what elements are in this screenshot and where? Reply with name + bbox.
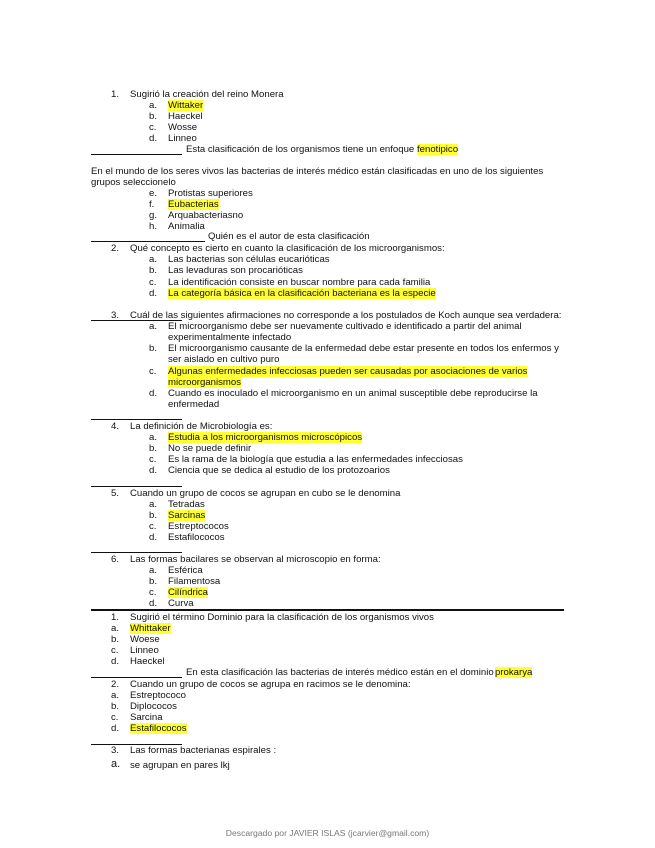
question-text: Qué concepto es cierto en cuanto la clasificación de los microorganismos: xyxy=(130,243,445,254)
answer-blank-line xyxy=(91,241,205,242)
question-text: La definición de Microbiología es: xyxy=(130,421,273,432)
option-letter: d. xyxy=(149,532,158,543)
option-letter: b. xyxy=(111,634,120,645)
option-text: experimentalmente infectado xyxy=(168,332,292,343)
question-text: Cuando un grupo de cocos se agrupa en racimos se le denomina: xyxy=(130,679,411,690)
option-letter: a. xyxy=(149,254,158,265)
option-letter: b. xyxy=(149,265,158,276)
option-text: Estafilococos xyxy=(168,532,225,543)
option-letter: h. xyxy=(149,221,158,232)
autor-text: Quién es el autor de esta clasificación xyxy=(208,231,370,242)
intro-text: grupos seleccionelo xyxy=(91,177,176,188)
enfoque-answer: fenotipico xyxy=(417,144,459,155)
option-text: Estreptococos xyxy=(168,521,229,532)
question-number: 1. xyxy=(111,612,120,623)
option-letter: d. xyxy=(111,656,120,667)
question-text: Las formas bacilares se observan al microscopio en forma: xyxy=(130,554,381,565)
option-text-answer: La categoría básica en la clasificación bacteriana es la especie xyxy=(168,288,436,299)
option-text-answer: Algunas enfermedades infecciosas pueden ser causadas por asociaciones de varios xyxy=(168,366,528,377)
option-letter: a. xyxy=(149,100,158,111)
answer-blank-line xyxy=(91,486,182,487)
option-text-answer: Wittaker xyxy=(168,100,204,111)
option-text: Sarcina xyxy=(130,712,163,723)
enfoque-text: Esta clasificación de los organismos tiene un enfoque xyxy=(186,144,415,155)
option-text: Filamentosa xyxy=(168,576,221,587)
option-letter: a. xyxy=(149,499,158,510)
option-letter: c. xyxy=(149,521,157,532)
option-letter: c. xyxy=(111,645,119,656)
option-letter: c. xyxy=(149,454,157,465)
dominio-answer: prokarya xyxy=(495,667,533,678)
option-text: Cuando es inoculado el microorganismo en un animal susceptible debe reproducirse la xyxy=(168,388,538,399)
option-text-answer: Cilíndrica xyxy=(168,587,208,598)
option-letter: d. xyxy=(149,288,158,299)
question-text: Cuál de las siguientes afirmaciones no corresponde a los postulados de Koch aunque sea verdadera: xyxy=(130,310,562,321)
intro-text: En el mundo de los seres vivos las bacterias de interés médico están clasificadas en uno de los siguientes xyxy=(91,166,544,177)
section-divider xyxy=(91,609,564,611)
option-text: Haeckel xyxy=(130,656,165,667)
question-number: 3. xyxy=(111,310,120,321)
option-letter: c. xyxy=(149,587,157,598)
option-letter: c. xyxy=(149,366,157,377)
answer-blank-line xyxy=(91,154,182,155)
option-text: La identificación consiste en buscar nombre para cada familia xyxy=(168,277,431,288)
option-text: Las bacterias son células eucarióticas xyxy=(168,254,330,265)
option-letter: c. xyxy=(111,712,119,723)
question-number: 1. xyxy=(111,89,120,100)
option-letter: b. xyxy=(111,701,120,712)
option-text: Es la rama de la biología que estudia a las enfermedades infecciosas xyxy=(168,454,463,465)
option-letter: b. xyxy=(149,576,158,587)
option-letter: g. xyxy=(149,210,158,221)
option-text: Diplococos xyxy=(130,701,177,712)
option-letter: c. xyxy=(149,122,157,133)
option-text-answer: Sarcinas xyxy=(168,510,206,521)
question-text: Sugirió el término Dominio para la clasificación de los organismos vivos xyxy=(130,612,434,623)
question-text: Cuando un grupo de cocos se agrupan en cubo se le denomina xyxy=(130,488,401,499)
option-text-answer: Estudia a los microorganismos microscópicos xyxy=(168,432,363,443)
option-letter: a. xyxy=(149,321,158,332)
option-letter: d. xyxy=(149,388,158,399)
option-letter: b. xyxy=(149,443,158,454)
option-letter: a. xyxy=(111,758,121,770)
answer-blank-line xyxy=(91,552,182,553)
option-text-answer: Eubacterias xyxy=(168,199,219,210)
option-text: enfermedad xyxy=(168,399,220,410)
option-text-answer: Whittaker xyxy=(130,623,171,634)
option-letter: a. xyxy=(149,432,158,443)
question-number: 6. xyxy=(111,554,120,565)
option-letter: d. xyxy=(149,133,158,144)
option-letter: b. xyxy=(149,510,158,521)
option-text: Linneo xyxy=(130,645,159,656)
option-text: Esférica xyxy=(168,565,203,576)
question-text: Sugirió la creación del reino Monera xyxy=(130,89,284,100)
option-text: Woese xyxy=(130,634,160,645)
option-text: ser aislado en cultivo puro xyxy=(168,354,280,365)
option-text: No se puede definir xyxy=(168,443,252,454)
option-text: Wosse xyxy=(168,122,198,133)
question-number: 2. xyxy=(111,243,120,254)
option-text: Protistas superiores xyxy=(168,188,253,199)
answer-blank-line xyxy=(91,419,182,420)
option-letter: b. xyxy=(149,111,158,122)
option-text: Animalia xyxy=(168,221,205,232)
option-letter: b. xyxy=(149,343,158,354)
option-text: El microorganismo debe ser nuevamente cultivado e identificado a partir del animal xyxy=(168,321,522,332)
option-letter: d. xyxy=(111,723,120,734)
option-text: Tetradas xyxy=(168,499,205,510)
option-text: Arquabacteriasno xyxy=(168,210,244,221)
question-number: 3. xyxy=(111,745,120,756)
option-text: Ciencia que se dedica al estudio de los protozoarios xyxy=(168,465,390,476)
option-text-answer: Estafilococos xyxy=(130,723,187,734)
dominio-text: En esta clasificación las bacterias de interés médico están en el dominio xyxy=(186,667,494,678)
download-footer: Descargado por JAVIER ISLAS (jcarvier@gmail.com) xyxy=(225,828,430,838)
option-letter: e. xyxy=(149,188,158,199)
question-number: 5. xyxy=(111,488,120,499)
option-letter: d. xyxy=(149,465,158,476)
option-text: Haeckel xyxy=(168,111,203,122)
option-text: Las levaduras son procarióticas xyxy=(168,265,303,276)
option-letter: c. xyxy=(149,277,157,288)
question-text: Las formas bacterianas espirales : xyxy=(130,745,277,756)
option-text-answer: microorganismos xyxy=(168,377,242,388)
question-number: 2. xyxy=(111,679,120,690)
option-text: Linneo xyxy=(168,133,197,144)
option-text: El microorganismo causante de la enfermedad debe estar presente en todos los enfermos y xyxy=(168,343,559,354)
option-letter: a. xyxy=(111,623,120,634)
option-text: Estreptococo xyxy=(130,690,186,701)
option-letter: a. xyxy=(111,690,120,701)
option-letter: f. xyxy=(149,199,155,210)
option-text: se agrupan en pares lkj xyxy=(130,760,230,771)
option-text: Curva xyxy=(168,598,194,609)
option-letter: a. xyxy=(149,565,158,576)
option-letter: d. xyxy=(149,598,158,609)
answer-blank-line xyxy=(91,677,182,678)
question-number: 4. xyxy=(111,421,120,432)
